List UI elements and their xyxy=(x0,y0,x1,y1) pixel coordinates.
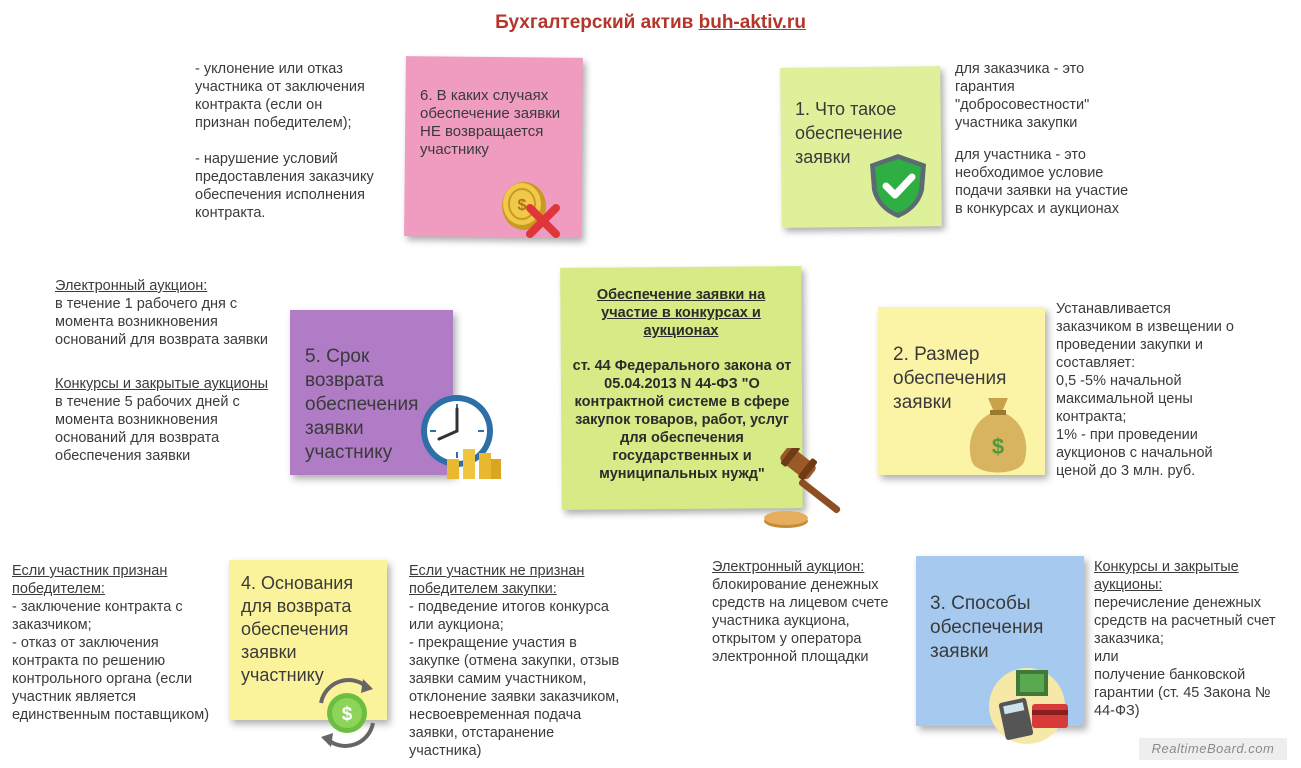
svg-text:$: $ xyxy=(517,197,527,214)
note-1-label: 1. Что такое обеспечение заявки xyxy=(795,99,903,167)
money-bag-icon xyxy=(962,390,1034,478)
note-6-label: 6. В каких случаях обеспечение заявки НЕ возвращается участнику xyxy=(420,87,561,158)
gavel-icon xyxy=(762,448,857,533)
center-law: ст. 44 Федерального закона от 05.04.2013 N 44-ФЗ "О контрактной системе в сфере закупок товаров, работ, услуг для обеспечения государственных и муниципальных нужд" xyxy=(572,358,792,482)
note-4-nonwinner-block xyxy=(409,562,659,760)
note-5-auction-body: в течение 1 рабочего дня с момента возникновения оснований для возврата заявки xyxy=(55,296,268,348)
note-4-nonwinner-body: - подведение итогов конкурса или аукциона; - прекращение участия в закупке (отмена закупки, отзыв заявки самим участником, отклонение заявки заказчиком, несвоевременная подача заявки, отстаранение участника) xyxy=(409,599,620,759)
title-prefix: Бухгалтерский актив xyxy=(495,12,694,33)
note-6-description: - уклонение или отказ участника от заключения контракта (если он признан победителем); - нарушение условий предоставления заказчику обеспечения исполнения контракта. xyxy=(195,61,374,221)
note-5-label: 5. Срок возврата обеспечения заявки участнику xyxy=(305,346,419,463)
cash-calculator-card-icon xyxy=(984,660,1070,746)
note-3-auction-block xyxy=(712,558,912,666)
center-title xyxy=(576,286,786,340)
note-1-customer-text: для заказчика - это гарантия "добросовестности" участника закупки xyxy=(955,61,1090,131)
dollar-refresh-icon xyxy=(307,673,387,753)
note-4-label: 4. Основания для возврата обеспечения заявки участнику xyxy=(241,573,354,685)
note-5-auction-title: Электронный аукцион: xyxy=(55,278,208,294)
note-5-auction-block xyxy=(55,277,295,349)
note-5-contest-title: Конкурсы и закрытые аукционы xyxy=(55,376,269,392)
clock-coins-icon xyxy=(417,393,505,483)
site-link[interactable]: buh-aktiv.ru xyxy=(698,12,806,33)
note-4-winner-title: Если участник признан победителем: xyxy=(12,563,168,597)
note-3-contest-title: Конкурсы и закрытые аукционы: xyxy=(1094,559,1239,593)
note-2-label: 2. Размер обеспечения заявки xyxy=(893,344,1007,413)
note-5-contest-block xyxy=(55,375,295,465)
shield-check-icon xyxy=(862,150,934,222)
svg-text:$: $ xyxy=(341,704,353,725)
note-2-description: Устанавливается заказчиком в извещении о проведении закупки и составляет: 0,5 -5% начальной максимальной цены контракта; 1% - при проведении аукционов с начальной ценой до 3 млн. руб. xyxy=(1056,301,1234,479)
note-4-winner-block xyxy=(12,562,237,724)
note-1-participant-text: для участника - это необходимое условие подачи заявки на участие в конкурсах и аукционах xyxy=(955,147,1129,217)
page-title xyxy=(0,12,1301,34)
note-3-auction-title: Электронный аукцион: xyxy=(712,559,865,575)
note-3-auction-body: блокирование денежных средств на лицевом счете участника аукциона, открытом у оператора электронной площадки xyxy=(712,577,889,665)
note-4-winner-body: - заключение контракта с заказчиком; - отказ от заключения контракта по решению контрольного органа (если участник является единственным поставщиком) xyxy=(12,599,210,723)
note-5-contest-body: в течение 5 рабочих дней с момента возникновения оснований для возврата обеспечения заявки xyxy=(55,394,240,464)
center-title-text: Обеспечение заявки на участие в конкурсах и аукционах xyxy=(596,287,766,339)
coin-x-icon xyxy=(494,168,566,240)
svg-text:$: $ xyxy=(991,434,1005,459)
watermark-badge: RealtimeBoard.com xyxy=(1139,738,1287,760)
note-3-contest-block xyxy=(1094,558,1294,720)
note-3-contest-body: перечисление денежных средств на расчетный счет заказчика; или получение банковской гарантии (ст. 45 Закона № 44-ФЗ) xyxy=(1094,595,1276,719)
note-4-nonwinner-title: Если участник не признан победителем закупки: xyxy=(409,563,585,597)
note-3-label: 3. Способы обеспечения заявки xyxy=(930,593,1044,662)
